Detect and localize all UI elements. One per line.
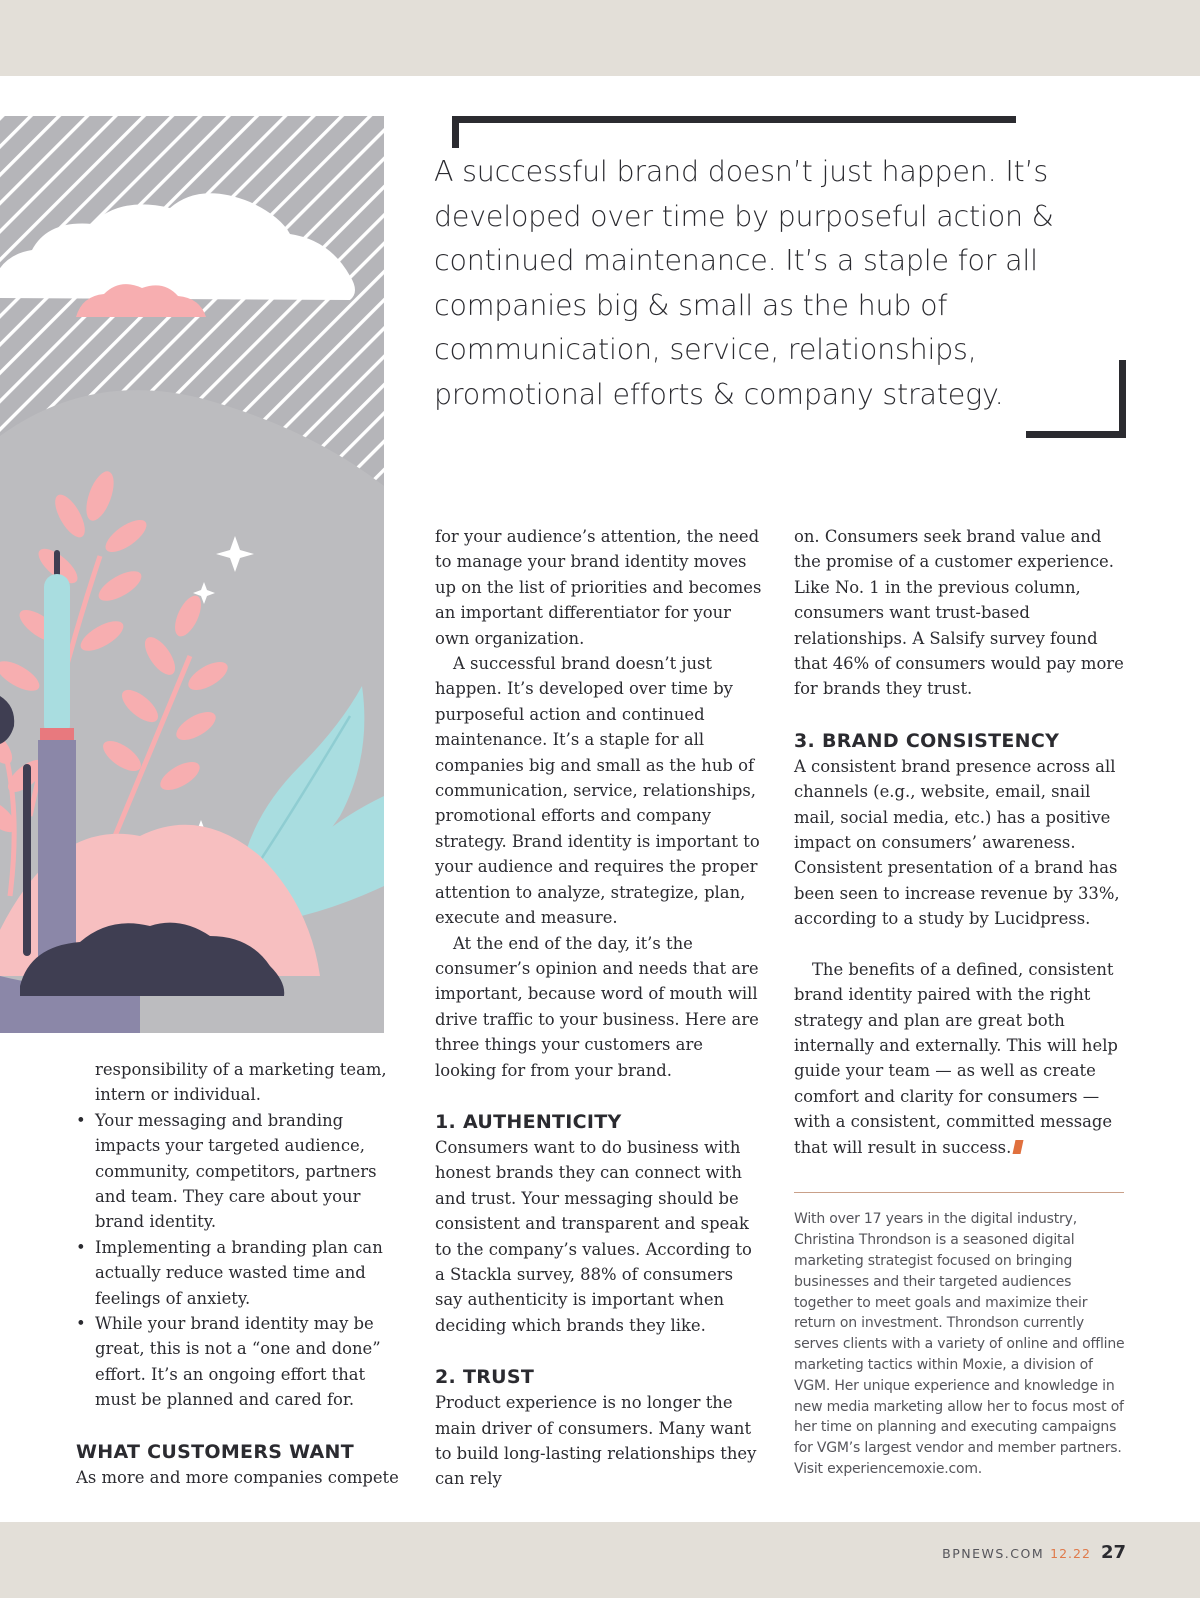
frame-left-rule [452, 116, 459, 148]
frame-bottom-rule [1026, 431, 1126, 438]
paragraph: A consistent brand presence across all channels (e.g., website, email, snail mail, social media, etc.) has a positive impact on consumers’ awareness. Consistent presentation of a brand has been seen to increase revenue by 33%, according to a study by Lucidpress. [794, 756, 1120, 929]
paragraph: for your audience’s attention, the need to manage your brand identity moves up on the list of priorities and becomes an important differentiator for your own organization. [435, 527, 762, 648]
dark-stem [23, 764, 31, 956]
bio-divider [794, 1192, 1124, 1194]
frame-top-rule [452, 116, 1016, 123]
page-footer [700, 1542, 1126, 1563]
paragraph: As more and more companies compete [76, 1467, 399, 1487]
column-1 [76, 1057, 406, 1490]
closing-paragraph [794, 957, 1126, 1160]
section-heading: 2. TRUST [435, 1366, 535, 1389]
author-bio: With over 17 years in the digital industry, Christina Throndson is a seasoned digital marketing strategist focused on bringing businesses and their targeted audiences together to meet goals and maximize their return on investment. Throndson currently serves clients with a variety of online and offline marketing tactics within Moxie, a division of VGM. Her unique experience and knowledge in new media marketing allow her to focus most of her time on planning and executing campaigns for VGM’s largest vendor and member partners. Visit experiencemoxie.com. [794, 1211, 1125, 1477]
section-heading: 1. AUTHENTICITY [435, 1110, 622, 1133]
illustration [0, 116, 384, 1033]
closing-text: The benefits of a defined, consistent brand identity paired with the right strategy and plan are great both internally and externally. This will help guide your team — as well as create comfort and clarity for consumers — with a consistent, committed message that will result in success. [794, 959, 1118, 1157]
bullet-item: • While your brand identity may be great, this is not a “one and done” effort. It’s an ongoing effort that must be planned and cared for. [76, 1311, 406, 1413]
bullet-item: • Implementing a branding plan can actually reduce wasted time and feelings of anxiety. [76, 1235, 406, 1311]
frame-right-rule [1119, 360, 1126, 438]
bullet-continuation: responsibility of a marketing team, intern or individual. [95, 1060, 387, 1105]
pull-quote: A successful brand doesn’t just happen. It’s developed over time by purposeful action & continued maintenance. It’s a staple for all companies big & small as the hub of communication, service, relationships, promotional efforts & company strategy. [434, 155, 1054, 411]
issue-date: 12.22 [1050, 1546, 1091, 1561]
column-2 [435, 524, 765, 1492]
paragraph: Product experience is no longer the main driver of consumers. Many want to build long-lasting relationships they can rely [435, 1393, 757, 1489]
paragraph: At the end of the day, it’s the consumer’s opinion and needs that are important, because word of mouth will drive traffic to your business. Here are three things your customers are looking for from your brand. [435, 933, 759, 1080]
bullet-item: • Your messaging and branding impacts your targeted audience, community, competitors, partners and team. They care about your brand identity. [76, 1108, 406, 1235]
paragraph: on. Consumers seek brand value and the promise of a customer experience. Like No. 1 in the previous column, consumers want trust-based relationships. A Salsify survey found that 46% of consumers would pay more for brands they trust. [794, 527, 1124, 699]
paragraph: A successful brand doesn’t just happen. It’s developed over time by purposeful action and continued maintenance. It’s a staple for all companies big and small as the hub of communication, service, relationships, promotional efforts and company strategy. Brand identity is important to your audience and requires the proper attention to analyze, strategize, plan, execute and measure. [435, 654, 760, 928]
section-heading: WHAT CUSTOMERS WANT [76, 1440, 355, 1463]
site-name: BPNEWS.COM [942, 1546, 1045, 1561]
top-band [0, 0, 1200, 76]
column-3 [794, 524, 1126, 1480]
end-of-article-mark-icon [1013, 1140, 1024, 1154]
page-number: 27 [1100, 1542, 1126, 1563]
bullet-list [76, 1108, 406, 1413]
section-heading: 3. BRAND CONSISTENCY [794, 729, 1060, 752]
candle-top [44, 574, 70, 738]
paragraph: Consumers want to do business with honest brands they can connect with and trust. Your messaging should be consistent and transparent and speak to the company’s values. According to a Stackla survey, 88% of consumers say authenticity is important when deciding which brands they like. [435, 1137, 752, 1335]
